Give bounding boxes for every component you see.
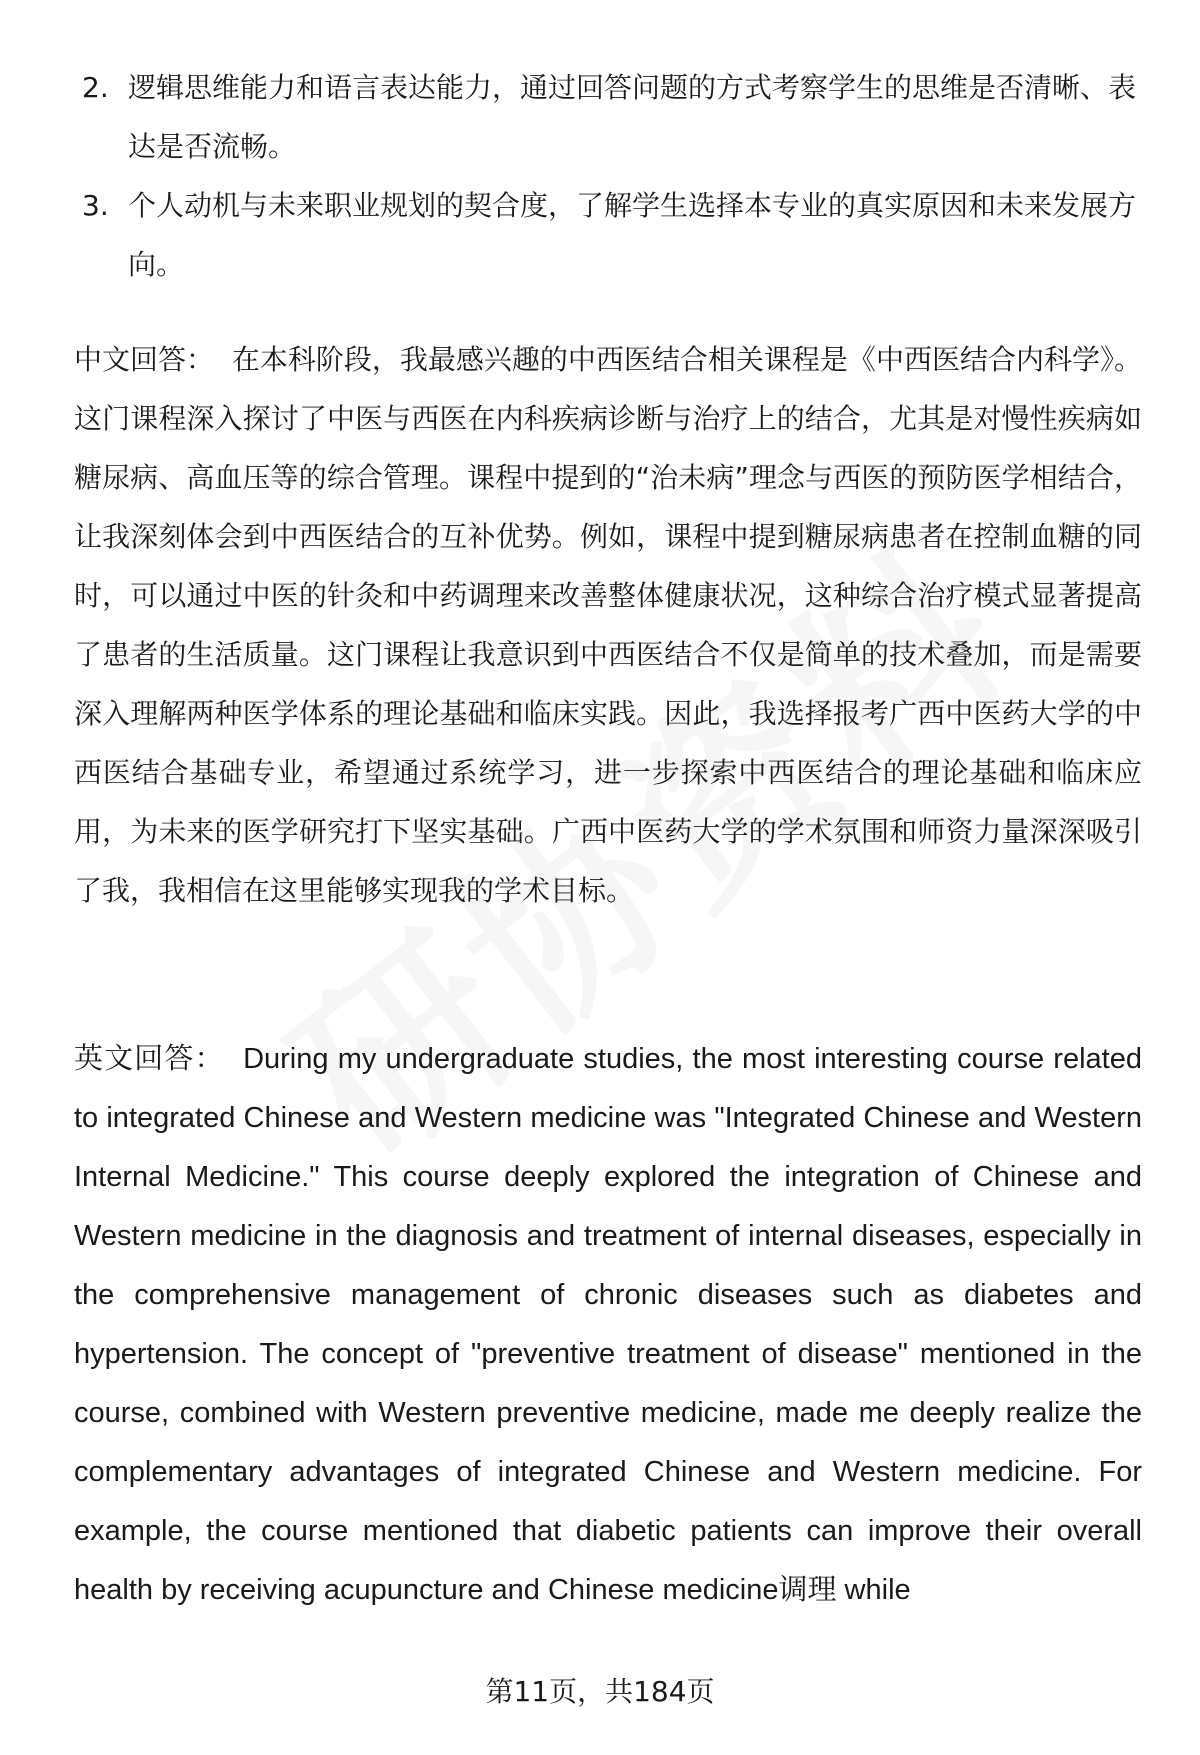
page-number: 第11页，共184页 — [485, 1675, 715, 1708]
list-item-text: 逻辑思维能力和语言表达能力，通过回答问题的方式考察学生的思维是否清晰、表达是否流畅。 — [128, 71, 1137, 163]
chinese-answer-label: 中文回答： — [74, 343, 215, 376]
english-answer-text: During my undergraduate studies, the most interesting course related to integrated Chinese and Western medicine was "Integrated Chinese and Western Internal Medicine." This course deeply explored the integration of Chinese and Western medicine in the diagnosis and treatment of internal diseases, especially in the comprehensive management of chronic diseases such as diabetes and hypertension. The concept of "preventive treatment of disease" mentioned in the course, combined with Western preventive medicine, made me deeply realize the complementary advantages of integrated Chinese and Western medicine. For example, the course mentioned that diabetic patients can improve their overall health by receiving acupuncture and Chinese medicine调理 while — [74, 1043, 1142, 1606]
english-answer-label: 英文回答： — [74, 1043, 225, 1075]
list-item — [82, 58, 1142, 176]
list-item-text: 个人动机与未来职业规划的契合度，了解学生选择本专业的真实原因和未来发展方向。 — [128, 189, 1137, 281]
list-item — [82, 176, 1142, 294]
list-item-number: 2. — [82, 71, 109, 104]
list-item-number: 3. — [82, 189, 109, 222]
chinese-answer-paragraph — [74, 330, 1142, 920]
criteria-list — [82, 58, 1142, 294]
english-answer-paragraph — [74, 1030, 1142, 1620]
chinese-answer-text: 在本科阶段，我最感兴趣的中西医结合相关课程是《中西医结合内科学》。这门课程深入探讨了中医与西医在内科疾病诊断与治疗上的结合，尤其是对慢性疾病如糖尿病、高血压等的综合管理。课程中提到的“治未病”理念与西医的预防医学相结合，让我深刻体会到中西医结合的互补优势。例如，课程中提到糖尿病患者在控制血糖的同时，可以通过中医的针灸和中药调理来改善整体健康状况，这种综合治疗模式显著提高了患者的生活质量。这门课程让我意识到中西医结合不仅是简单的技术叠加，而是需要深入理解两种医学体系的理论基础和临床实践。因此，我选择报考广西中医药大学的中西医结合基础专业，希望通过系统学习，进一步探索中西医结合的理论基础和临床应用，为未来的医学研究打下坚实基础。广西中医药大学的学术氛围和师资力量深深吸引了我，我相信在这里能够实现我的学术目标。 — [74, 343, 1142, 907]
page-footer — [0, 1672, 1200, 1712]
